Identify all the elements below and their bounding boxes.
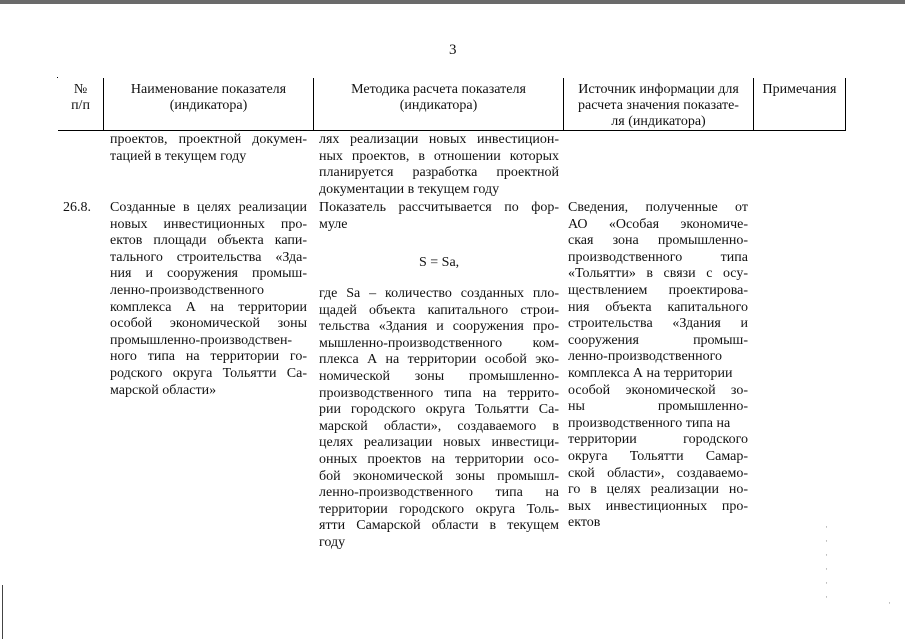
text-line: производственного типа на террито- (319, 385, 559, 401)
header-method-cell (314, 78, 564, 131)
text-line: ектов (568, 515, 601, 531)
text-line: округа Тольятти Самар- (568, 448, 748, 464)
text-line: ных проектов, в отношении которых (319, 148, 559, 164)
text-line: тацией в текущем году (110, 148, 247, 164)
text-line: бой экономической зоны промышл- (319, 468, 559, 484)
header-name-line: (индикатора) (169, 98, 248, 113)
header-source-line: ля (индикатора) (611, 114, 706, 129)
header-source-cell (564, 78, 754, 131)
header-source-line: расчета значения показате- (578, 98, 739, 113)
text-line: новых инвестиционных про- (110, 216, 307, 232)
text-line: ленно-производственного типа на (319, 485, 559, 501)
text-line: АО «Особая экономиче- (568, 216, 748, 232)
text-line: мышленно-производственного ком- (319, 335, 559, 351)
text-line: онных проектов на территории осо- (319, 451, 559, 467)
header-notes-cell (754, 78, 846, 131)
text-line: комплекса А на территории (568, 365, 733, 381)
text-line: марской области» (110, 382, 217, 398)
text-line: целях реализации новых инвестици- (319, 435, 559, 451)
text-line: тального строительства «Зда- (110, 249, 307, 265)
text-line: производственного типа (568, 249, 748, 265)
text-line: марской области», создаваемого в (319, 418, 559, 434)
header-name-line: Наименование показателя (130, 82, 287, 97)
text-line: ектов площади объекта капи- (110, 233, 307, 249)
text-line: Сведения, полученные от (568, 200, 748, 215)
text-line: ленно-производственного (110, 282, 265, 298)
header-notes-line: Примечания (762, 82, 837, 97)
text-line: лях реализации новых инвестицион- (319, 132, 559, 147)
text-line: Показатель рассчитывается по фор- (319, 200, 559, 215)
header-name-cell (104, 78, 314, 131)
text-line: комплекса А на территории (110, 299, 307, 315)
text-line: родского округа Тольятти Са- (110, 365, 307, 381)
row-method (319, 286, 559, 552)
header-number-cell (58, 78, 104, 131)
formula: S = Sa, (419, 255, 460, 270)
text-line: муле (319, 216, 348, 232)
text-line: ская зона промышленно- (568, 233, 748, 249)
scan-left-edge (2, 585, 3, 639)
text-line: плекса А на территории особой эко- (319, 352, 559, 368)
text-line: ятти Самарской области в текущем (319, 518, 559, 534)
text-line: ного типа на территории го- (110, 349, 307, 365)
text-line: планируется разработка проектной (319, 165, 559, 181)
text-line: ния и сооружения промыш- (110, 266, 307, 282)
continuation-name (110, 132, 307, 165)
scan-noise: · (888, 598, 891, 608)
header-method-line: (индикатора) (399, 98, 478, 113)
text-line: документации в текущем году (319, 181, 500, 197)
text-line: рии городского округа Тольятти Са- (319, 402, 559, 418)
text-line: особой экономической зоны (110, 316, 307, 332)
text-line: сооружения промыш- (568, 332, 748, 348)
row-source (568, 200, 748, 532)
text-line: ленно-производственного (568, 349, 723, 365)
text-line: промышленно-производствен- (110, 332, 293, 348)
row-method-intro (319, 200, 559, 233)
text-line: территории городского (568, 432, 748, 448)
continuation-method (319, 132, 559, 198)
text-line: территории городского округа Толь- (319, 501, 559, 517)
row-name (110, 200, 307, 399)
header-source-line: Источник информации для (578, 82, 739, 97)
row-number: 26.8. (63, 200, 91, 215)
text-line: щадей объекта капитального строи- (319, 302, 559, 318)
text-line: году (319, 534, 346, 550)
text-line: особой экономической зо- (568, 382, 748, 398)
text-line: строительства «Здания и (568, 316, 748, 332)
scan-noise: · · · · · · (825, 522, 828, 602)
text-line: «Тольятти» в связи с осу- (568, 266, 748, 282)
text-line: ны промышленно- (568, 399, 748, 415)
scan-top-edge (0, 0, 905, 4)
header-method-line: Методика расчета показателя (351, 82, 526, 97)
text-line: производственного типа на (568, 415, 731, 431)
page-number: 3 (449, 42, 457, 58)
text-line: го в целях реализации но- (568, 482, 748, 498)
text-line: номической зоны промышленно- (319, 368, 559, 384)
header-number-line: № (73, 82, 88, 97)
text-line: тельства «Здания и сооружения про- (319, 319, 559, 335)
table-header (57, 77, 837, 129)
text-line: проектов, проектной докумен- (110, 132, 307, 147)
text-line: вых инвестиционных про- (568, 498, 748, 514)
text-line: ской области», создаваемо- (568, 465, 748, 481)
text-line: ния объекта капитального (568, 299, 748, 315)
text-line: где Sa – количество созданных пло- (319, 286, 559, 301)
text-line: Созданные в целях реализации (110, 200, 307, 215)
header-number-line: п/п (71, 98, 90, 113)
text-line: ществлением проектирова- (568, 282, 748, 298)
